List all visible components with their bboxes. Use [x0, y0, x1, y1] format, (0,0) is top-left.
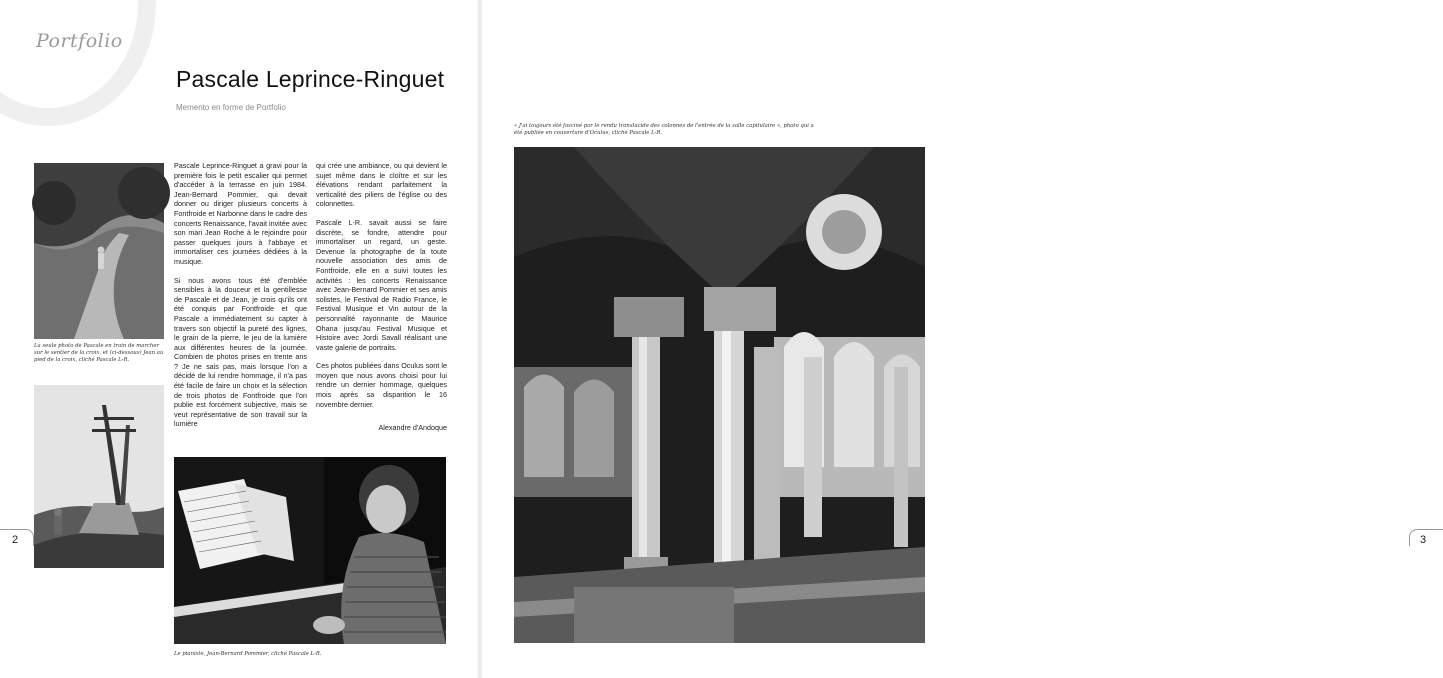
- article-column-1: [174, 161, 307, 438]
- article-column-2: [316, 161, 447, 418]
- page-number: 3: [1420, 534, 1427, 546]
- article-paragraph: qui crée une ambiance, ou qui devient le sujet même dans le cloître et sur les élévations rendant parfaitement la verticalité des piliers de l'église ou des colonnettes.: [316, 161, 447, 209]
- caption-path-photo: La seule photo de Pascale en train de marcher sur le sentier de la croix. et (ci-dessous) Jean au pied de la croix, cliché Pascale L-R.: [34, 343, 164, 363]
- article-subtitle: Memento en forme de Portfolio: [176, 103, 286, 112]
- article-title: Pascale Leprince-Ringuet: [176, 66, 445, 92]
- article-paragraph: Pascale L-R. savait aussi se faire discrète, se fondre, attendre pour immortaliser un regard, un geste. Devenue la photographe de la toute nouvelle association des amis de Fontfroide, elle en a suivi toutes les activités : les concerts Renaissance avec Jean-Bernard Pommier et ses amis solistes, le Festival de Radio France, le Festival Musique et Vin autour de la personnalité rayonnante de Maurice Ohana jusqu'au Festival Musique et Histoire avec Jordi Savall réalisant une vaste galerie de portraits.: [316, 217, 447, 352]
- photo-pianist: [174, 457, 446, 644]
- section-label: Portfolio: [36, 30, 123, 52]
- photo-path-walk: [34, 163, 164, 339]
- left-page: [0, 0, 478, 678]
- article-paragraph: Si nous avons tous été d'emblée sensibles à la douceur et la gentillesse de Pascale et de Jean, je crois qu'ils ont été conquis par Fontfroide et que Pascale a immédiatement su capter à travers son objectif la pureté des lignes, le grain de la pierre, le jeu de la lumière aux différentes heures de la journée. Combien de photos prises en trente ans ? Je ne sais pas, mais lorsque l'on a décidé de lui rendre hommage, il n'a pas été facile de faire un choix et la sélection de trois photos de Fontfroide que l'on publie est forcément subjective, mais se veut représentative de son travail sur la lumière: [174, 275, 307, 429]
- caption-pianist-photo: Le pianiste, Jean-Bernard Pommier, cliché Pascale L-R.: [174, 651, 322, 657]
- caption-cloister-photo: « J'ai toujours été fasciné par le rendu translucide des colonnes de l'entrée de la salle capitulaire », photo qui a été publiée en couverture d'Oculus, cliché Pascale L-R.: [514, 123, 814, 136]
- photo-cloister: [514, 147, 925, 643]
- author-signature: Alexandre d'Andoque: [378, 423, 447, 432]
- page-number-tab-left: [0, 529, 34, 546]
- page-number: 2: [12, 534, 19, 546]
- decorative-swirl: [0, 0, 156, 126]
- page-number-tab-right: [1409, 529, 1443, 546]
- photo-cross: [34, 385, 164, 568]
- article-paragraph: Pascale Leprince-Ringuet a gravi pour la première fois le petit escalier qui permet d'accéder à la terrasse en juin 1984. Jean-Bernard Pommier, qui devait donner ou diriger plusieurs concerts à Fontfroide et Narbonne dans le cadre des concerts Renaissance, l'avait invitée avec son mari Jean Roche à le rejoindre pour passer quelques jours à l'abbaye et immortaliser ces journées dédiées à la musique.: [174, 161, 307, 266]
- article-paragraph: Ces photos publiées dans Oculus sont le moyen que nous avons choisi pour lui rendre un dernier hommage, quelques mois après sa disparition le 16 novembre dernier.: [316, 361, 447, 409]
